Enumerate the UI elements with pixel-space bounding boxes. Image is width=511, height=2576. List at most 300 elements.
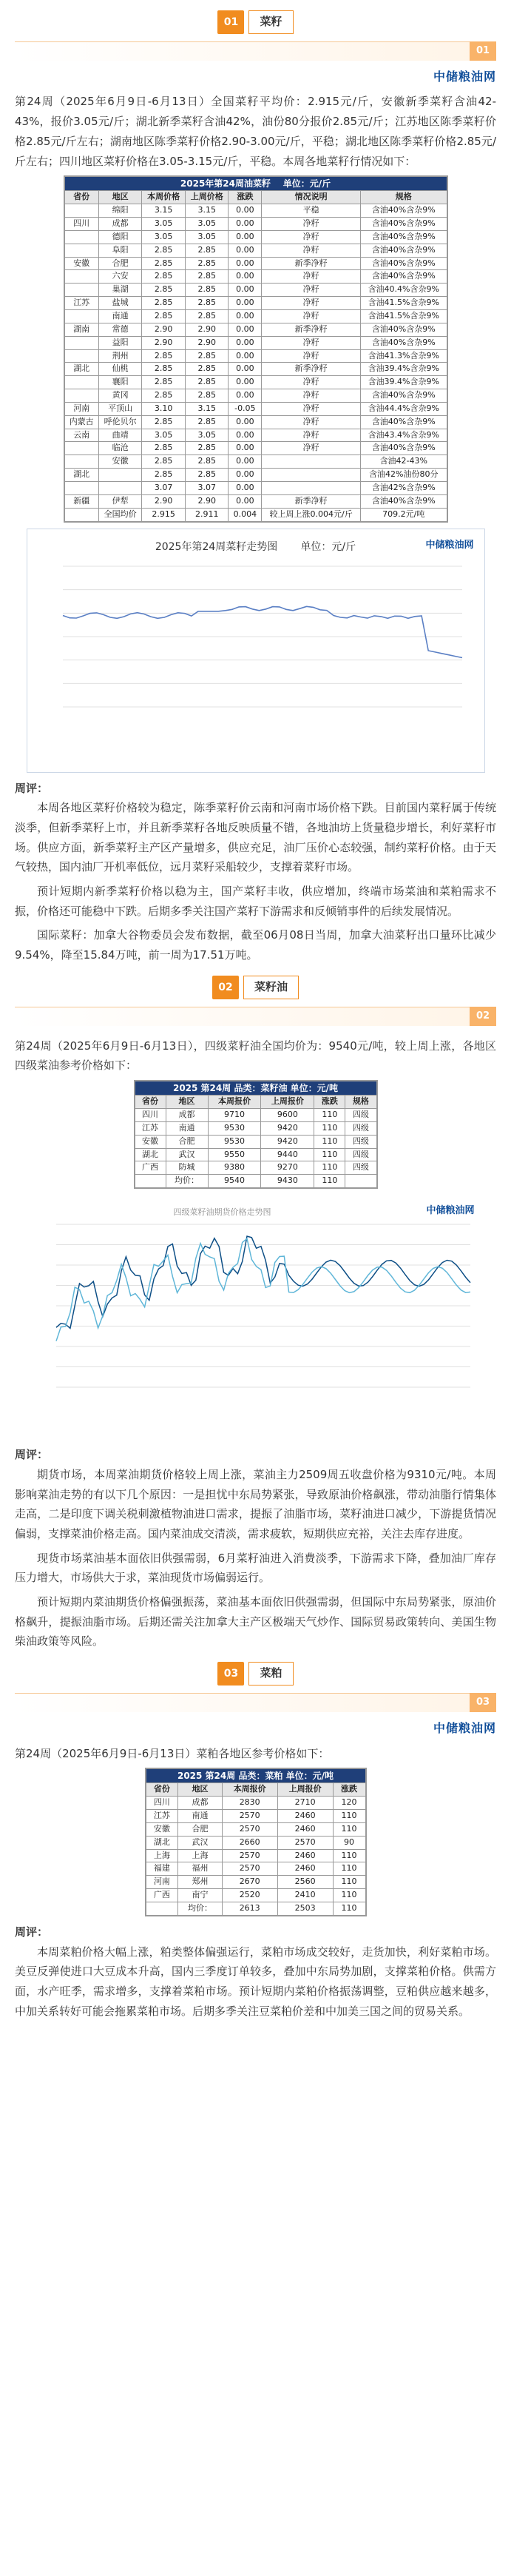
table-cell: 含油43.4%含杂9% bbox=[361, 429, 447, 442]
table-cell: 2.85 bbox=[142, 415, 186, 429]
table-cell: 安徽 bbox=[135, 1135, 166, 1148]
table-cell: 成都 bbox=[178, 1797, 222, 1810]
rapeseed-intro: 第24周（2025年6月9日-6月13日）全国菜籽平均价：2.915元/斤，安徽新季菜籽含油42-43%，报价3.05元/斤；湖北新季菜籽含油42%，油份80分报价2.85元/斤；江苏地区陈季菜籽价格2.85元/斤左右；湖南地区陈季菜籽价格2.90-3.00元/斤，平稳；湖北地区陈季菜籽价格2.85元/斤左右；四川地区菜籽价格在3.05-3.15元/斤，平稳。本周各地菜籽行情况如下： bbox=[15, 95, 496, 168]
table-cell bbox=[98, 481, 142, 494]
table-cell: 全国均价 bbox=[98, 508, 142, 521]
table-cell: 含油42%含杂9% bbox=[361, 481, 447, 494]
table-cell: 含油40%含杂9% bbox=[361, 442, 447, 455]
table-cell: 2.85 bbox=[185, 415, 229, 429]
table-cell bbox=[64, 310, 98, 323]
table-cell: 2.90 bbox=[185, 323, 229, 336]
table-cell: 2410 bbox=[277, 1889, 333, 1902]
table-cell: 0.00 bbox=[229, 297, 262, 310]
section-title: 菜粕 bbox=[248, 1662, 293, 1686]
table-row bbox=[64, 336, 447, 349]
table-cell: 武汉 bbox=[178, 1836, 222, 1849]
table-header-cell: 本周价格 bbox=[142, 191, 186, 204]
table-cell: 2520 bbox=[222, 1889, 277, 1902]
table-cell: 六安 bbox=[98, 270, 142, 284]
table-cell: 四级 bbox=[345, 1148, 376, 1161]
table-cell bbox=[64, 244, 98, 257]
table-cell: 均价： bbox=[178, 1902, 222, 1915]
table-cell: 9440 bbox=[261, 1148, 314, 1161]
table-header-cell: 地区 bbox=[166, 1096, 208, 1109]
table-cell: 0.00 bbox=[229, 442, 262, 455]
table-row bbox=[64, 270, 447, 284]
table-cell: 江苏 bbox=[64, 297, 98, 310]
table-row bbox=[64, 349, 447, 363]
table-row bbox=[135, 1135, 376, 1148]
table-cell: 0.00 bbox=[229, 270, 262, 284]
table-cell: 9710 bbox=[208, 1109, 261, 1122]
table-cell: 成都 bbox=[98, 218, 142, 231]
table-row bbox=[146, 1836, 365, 1849]
table-cell: 福州 bbox=[178, 1862, 222, 1876]
table-cell: 四级 bbox=[345, 1109, 376, 1122]
table-cell: 120 bbox=[333, 1797, 365, 1810]
table-cell: 0.00 bbox=[229, 204, 262, 218]
section-number: 02 bbox=[212, 976, 239, 999]
table-cell: 新季净籽 bbox=[262, 363, 361, 376]
table-cell bbox=[64, 455, 98, 469]
table-cell: 新季净籽 bbox=[262, 257, 361, 270]
brand-name: 中储粮油网 bbox=[433, 1721, 496, 1736]
section-divider bbox=[15, 41, 496, 61]
brand-name: 中储粮油网 bbox=[433, 70, 496, 84]
table-cell: 3.05 bbox=[142, 218, 186, 231]
table-cell: 3.05 bbox=[185, 218, 229, 231]
table-cell: 2.85 bbox=[185, 244, 229, 257]
table-row bbox=[64, 230, 447, 244]
table-cell: 0.00 bbox=[229, 336, 262, 349]
table-cell: 2570 bbox=[222, 1849, 277, 1862]
table-cell bbox=[98, 469, 142, 482]
rapeseed-comment-2: 预计短期内新季菜籽价格以稳为主，国产菜籽丰收，供应增加，终端市场菜油和菜粕需求不振，价格还可能稳中下跌。后期多季关注国产菜籽下游需求和反倾销事件的后续发展情况。 bbox=[15, 884, 496, 918]
table-cell: 河南 bbox=[146, 1876, 178, 1889]
table-cell: 110 bbox=[333, 1849, 365, 1862]
table-cell: 四级 bbox=[345, 1121, 376, 1135]
table-cell: 净籽 bbox=[262, 297, 361, 310]
table-cell: 2.85 bbox=[185, 469, 229, 482]
table-cell: 阜阳 bbox=[98, 244, 142, 257]
table-cell: 新季净籽 bbox=[262, 323, 361, 336]
table-cell: 3.07 bbox=[185, 481, 229, 494]
table-cell: 2.90 bbox=[142, 323, 186, 336]
table-header-cell: 上周报价 bbox=[277, 1783, 333, 1797]
oil-comment-1: 期货市场，本周菜油期货价格较上周上涨，菜油主力2509周五收盘价格为9310元/吨。本周影响菜油走势的有以下几个原因：一是担忧中东局势紧张，导致原油价格飙涨，带动油脂行情集体走高，二是印度下调关税刺激植物油进口需求，提振了油脂市场，菜籽油进口减少，下游提货情况偏弱，支撑菜油价格走高。国内菜油成交清淡，需求疲软，短期供应充裕，关注去库存进度。 bbox=[15, 1467, 496, 1540]
table-cell bbox=[135, 1175, 166, 1188]
futures-series-dark bbox=[56, 1236, 470, 1328]
rapeseed-comment-1: 本周各地区菜籽价格较为稳定，陈季菜籽价云南和河南市场价格下跌。目前国内菜籽属于传统淡季，但新季菜籽上市，并且新季菜籽各地反映质量不错，各地油坊上货量稳步增长，利好菜籽市场。供应方面，新季菜籽主产区产量增多，供应充足，油厂压价心态较强，制约菜籽价格。由于天气较热，国内油厂开机率低位，远月菜籽采船较少，支撑着菜籽市场。 bbox=[15, 801, 496, 874]
table-cell: 3.05 bbox=[185, 230, 229, 244]
table-cell: 2.85 bbox=[142, 257, 186, 270]
table-cell bbox=[64, 284, 98, 297]
table-cell: 呼伦贝尔 bbox=[98, 415, 142, 429]
table-row bbox=[64, 244, 447, 257]
table-cell: 安徽 bbox=[64, 257, 98, 270]
table-cell: 上海 bbox=[178, 1849, 222, 1862]
table-cell: 2570 bbox=[222, 1810, 277, 1823]
table-cell: 襄阳 bbox=[98, 376, 142, 389]
table-cell: 0.00 bbox=[229, 244, 262, 257]
table-cell: 9420 bbox=[261, 1135, 314, 1148]
table-cell: 含油40%含杂9% bbox=[361, 336, 447, 349]
table-row bbox=[64, 415, 447, 429]
table-cell: 含油40%含杂9% bbox=[361, 218, 447, 231]
table-cell: -0.05 bbox=[229, 402, 262, 415]
table-cell: 新疆 bbox=[64, 494, 98, 508]
section-divider bbox=[15, 1007, 496, 1026]
table-cell: 净籽 bbox=[262, 230, 361, 244]
table-cell: 0.00 bbox=[229, 415, 262, 429]
table-row bbox=[146, 1810, 365, 1823]
table-row bbox=[64, 323, 447, 336]
table-cell: 净籽 bbox=[262, 244, 361, 257]
table-cell: 黄冈 bbox=[98, 389, 142, 403]
table-row bbox=[64, 363, 447, 376]
table-row bbox=[146, 1797, 365, 1810]
table-cell bbox=[64, 230, 98, 244]
table-cell: 平顶山 bbox=[98, 402, 142, 415]
table-cell: 仙桃 bbox=[98, 363, 142, 376]
table-cell: 3.07 bbox=[142, 481, 186, 494]
table-cell bbox=[64, 442, 98, 455]
table-cell: 净籽 bbox=[262, 349, 361, 363]
table-row bbox=[64, 257, 447, 270]
table-cell: 110 bbox=[333, 1810, 365, 1823]
table-cell: 净籽 bbox=[262, 442, 361, 455]
meal-comment-1: 本周菜粕价格大幅上涨，粕类整体偏强运行，菜粕市场成交较好，走货加快，利好菜粕市场。美豆反弹使进口大豆成本升高，国内三季度订单较多，叠加中东局势加剧，支撑菜粕价格。供需方面，水产旺季，需求增多，支撑着菜粕市场。预计短期内菜粕价格振荡调整，豆粕供应越来越多，中加关系转好可能会拖累菜粕市场。后期多季关注豆菜粕价差和中加美三国之间的贸易关系。 bbox=[15, 1945, 496, 2018]
table-cell: 2.85 bbox=[185, 442, 229, 455]
table-cell: 广西 bbox=[135, 1161, 166, 1175]
table-cell: 0.00 bbox=[229, 218, 262, 231]
table-cell: 90 bbox=[333, 1836, 365, 1849]
table-cell: 2.85 bbox=[185, 270, 229, 284]
table-cell: 0.00 bbox=[229, 323, 262, 336]
table-row bbox=[146, 1876, 365, 1889]
table-row bbox=[64, 402, 447, 415]
table-row bbox=[146, 1889, 365, 1902]
table-cell: 含油41.5%含杂9% bbox=[361, 310, 447, 323]
table-cell: 3.05 bbox=[142, 230, 186, 244]
table-cell: 含油40%含杂9% bbox=[361, 204, 447, 218]
table-cell: 110 bbox=[314, 1148, 345, 1161]
table-header-cell: 上周报价 bbox=[261, 1096, 314, 1109]
table-cell: 上海 bbox=[146, 1849, 178, 1862]
table-cell: 2460 bbox=[277, 1849, 333, 1862]
table-cell: 安徽 bbox=[98, 455, 142, 469]
comment-label: 周评： bbox=[15, 781, 49, 795]
table-cell: 9380 bbox=[208, 1161, 261, 1175]
table-cell: 武汉 bbox=[166, 1148, 208, 1161]
table-header-row bbox=[64, 191, 447, 204]
table-cell: 内蒙古 bbox=[64, 415, 98, 429]
table-cell: 2.85 bbox=[142, 376, 186, 389]
table-cell: 2.85 bbox=[142, 284, 186, 297]
table-cell: 均价： bbox=[166, 1175, 208, 1188]
table-cell: 9540 bbox=[208, 1175, 261, 1188]
table-header-cell: 规格 bbox=[345, 1096, 376, 1109]
table-cell: 四级 bbox=[345, 1135, 376, 1148]
table-cell bbox=[64, 349, 98, 363]
section-number: 01 bbox=[217, 10, 244, 34]
table-cell: 0.00 bbox=[229, 349, 262, 363]
table-cell: 四川 bbox=[135, 1109, 166, 1122]
table-cell: 平稳 bbox=[262, 204, 361, 218]
table-cell: 曲靖 bbox=[98, 429, 142, 442]
table-cell: 0.00 bbox=[229, 284, 262, 297]
table-row bbox=[64, 284, 447, 297]
table-cell: 2.90 bbox=[142, 336, 186, 349]
table-cell: 0.00 bbox=[229, 389, 262, 403]
table-row bbox=[146, 1902, 365, 1915]
table-cell: 临沧 bbox=[98, 442, 142, 455]
table-row bbox=[135, 1109, 376, 1122]
chart-title bbox=[27, 538, 484, 557]
table-row bbox=[64, 310, 447, 323]
section-title: 菜籽 bbox=[248, 10, 293, 34]
table-cell: 云南 bbox=[64, 429, 98, 442]
table-cell: 2.85 bbox=[185, 363, 229, 376]
table-cell: 2.85 bbox=[142, 455, 186, 469]
table-cell: 南通 bbox=[166, 1121, 208, 1135]
section-number: 03 bbox=[217, 1662, 244, 1686]
table-cell: 2460 bbox=[277, 1862, 333, 1876]
table-row bbox=[64, 376, 447, 389]
table-cell bbox=[262, 481, 361, 494]
table-header-cell: 地区 bbox=[178, 1783, 222, 1797]
section-header-rapeseed-oil bbox=[15, 976, 496, 999]
table-cell: 3.15 bbox=[142, 204, 186, 218]
table-cell: 含油40%含杂9% bbox=[361, 389, 447, 403]
table-row bbox=[64, 494, 447, 508]
table-header-cell: 省份 bbox=[135, 1096, 166, 1109]
table-cell: 合肥 bbox=[178, 1822, 222, 1836]
table-cell: 四级 bbox=[345, 1161, 376, 1175]
table-row bbox=[64, 429, 447, 442]
table-cell: 新季净籽 bbox=[262, 494, 361, 508]
table-cell bbox=[262, 469, 361, 482]
table-cell: 9550 bbox=[208, 1148, 261, 1161]
table-cell: 9600 bbox=[261, 1109, 314, 1122]
table-cell: 四川 bbox=[146, 1797, 178, 1810]
table-cell: 绵阳 bbox=[98, 204, 142, 218]
table-cell: 福建 bbox=[146, 1862, 178, 1876]
table-cell: 3.05 bbox=[142, 429, 186, 442]
table-cell: 2.85 bbox=[142, 349, 186, 363]
table-row bbox=[64, 204, 447, 218]
table-cell: 2460 bbox=[277, 1822, 333, 1836]
table-cell: 2570 bbox=[222, 1822, 277, 1836]
rapeseed-meal-price-table bbox=[145, 1768, 367, 1916]
table-cell: 2660 bbox=[222, 1836, 277, 1849]
table-cell: 0.00 bbox=[229, 481, 262, 494]
table-cell: 2710 bbox=[277, 1797, 333, 1810]
table-cell: 含油39.4%含杂9% bbox=[361, 376, 447, 389]
table-cell: 常德 bbox=[98, 323, 142, 336]
table-cell: 2830 bbox=[222, 1797, 277, 1810]
table-cell: 含油40%含杂9% bbox=[361, 230, 447, 244]
table-cell: 2.85 bbox=[142, 244, 186, 257]
table-header-cell: 规格 bbox=[361, 191, 447, 204]
table-cell: 2570 bbox=[277, 1836, 333, 1849]
table-row bbox=[135, 1121, 376, 1135]
rapeseed-trend-chart bbox=[27, 529, 485, 773]
rapeseed-oil-price-table bbox=[134, 1080, 378, 1189]
table-cell bbox=[64, 481, 98, 494]
section-title: 菜籽油 bbox=[243, 976, 299, 999]
table-cell: 110 bbox=[333, 1889, 365, 1902]
chart-logo: 中储粮油网 bbox=[426, 1205, 475, 1217]
table-header-cell: 本周报价 bbox=[222, 1783, 277, 1797]
table-cell: 0.00 bbox=[229, 363, 262, 376]
table-cell: 江苏 bbox=[135, 1121, 166, 1135]
table-cell bbox=[146, 1902, 178, 1915]
table-cell: 净籽 bbox=[262, 284, 361, 297]
comment-label: 周评： bbox=[15, 1925, 49, 1939]
table-row bbox=[64, 469, 447, 482]
table-cell bbox=[64, 270, 98, 284]
table-cell: 0.00 bbox=[229, 429, 262, 442]
table-cell: 盐城 bbox=[98, 297, 142, 310]
table-cell: 四川 bbox=[64, 218, 98, 231]
table-cell: 2.90 bbox=[185, 494, 229, 508]
table-cell: 0.00 bbox=[229, 257, 262, 270]
table-cell: 0.004 bbox=[229, 508, 262, 521]
table-cell: 0.00 bbox=[229, 469, 262, 482]
table-cell: 2.90 bbox=[142, 494, 186, 508]
table-cell: 2.85 bbox=[142, 363, 186, 376]
table-cell: 江苏 bbox=[146, 1810, 178, 1823]
table-cell: 0.00 bbox=[229, 494, 262, 508]
table-title: 2025 第24周 品类：菜籽油 单位：元/吨 bbox=[135, 1081, 376, 1096]
table-cell: 2.85 bbox=[142, 389, 186, 403]
table-header-row bbox=[135, 1096, 376, 1109]
table-row bbox=[64, 455, 447, 469]
table-row bbox=[64, 297, 447, 310]
table-cell: 2.85 bbox=[142, 442, 186, 455]
table-cell: 2.85 bbox=[142, 270, 186, 284]
rapeseed-oil-futures-chart bbox=[27, 1195, 485, 1439]
table-cell: 110 bbox=[333, 1862, 365, 1876]
table-title bbox=[64, 177, 447, 191]
oil-comment-3: 预计短期内菜油期货价格偏强振荡，菜油基本面依旧供强需弱，但国际中东局势紧张，原油价格飙升，提振油脂市场。后期还需关注加拿大主产区极端天气炒作、国际贸易政策转向、美国生物柴油政策等风险。 bbox=[15, 1594, 496, 1648]
rapeseed-line-chart bbox=[27, 529, 484, 772]
table-cell: 湖北 bbox=[135, 1148, 166, 1161]
table-header-cell: 上周价格 bbox=[185, 191, 229, 204]
chart-title: 四级菜籽油期货价格走势图 bbox=[173, 1207, 271, 1218]
table-cell bbox=[345, 1175, 376, 1188]
table-cell: 2.85 bbox=[185, 389, 229, 403]
table-cell: 110 bbox=[314, 1109, 345, 1122]
table-header-cell: 涨跌 bbox=[333, 1783, 365, 1797]
rapeseed-price-line bbox=[63, 606, 462, 657]
table-row bbox=[64, 389, 447, 403]
table-cell: 广西 bbox=[146, 1889, 178, 1902]
table-cell: 9270 bbox=[261, 1161, 314, 1175]
table-cell: 南通 bbox=[178, 1810, 222, 1823]
table-cell: 含油40%含杂9% bbox=[361, 494, 447, 508]
table-cell: 巢湖 bbox=[98, 284, 142, 297]
table-cell: 荆州 bbox=[98, 349, 142, 363]
table-cell bbox=[64, 389, 98, 403]
table-cell: 含油40.4%含杂9% bbox=[361, 284, 447, 297]
table-cell: 南通 bbox=[98, 310, 142, 323]
table-cell bbox=[64, 508, 98, 521]
table-title-text: 2025年第24周油菜籽 bbox=[180, 178, 271, 189]
table-cell bbox=[64, 376, 98, 389]
table-row bbox=[64, 508, 447, 521]
table-cell: 含油40%含杂9% bbox=[361, 244, 447, 257]
table-cell: 3.15 bbox=[185, 402, 229, 415]
table-row bbox=[135, 1161, 376, 1175]
table-cell: 3.05 bbox=[185, 429, 229, 442]
table-cell: 净籽 bbox=[262, 376, 361, 389]
table-cell: 110 bbox=[314, 1135, 345, 1148]
table-header-row bbox=[146, 1783, 365, 1797]
table-row bbox=[146, 1849, 365, 1862]
table-cell: 净籽 bbox=[262, 310, 361, 323]
table-cell: 2670 bbox=[222, 1876, 277, 1889]
chart-logo: 中储粮油网 bbox=[425, 539, 474, 551]
table-cell: 2503 bbox=[277, 1902, 333, 1915]
table-row bbox=[64, 481, 447, 494]
table-cell: 德阳 bbox=[98, 230, 142, 244]
table-cell bbox=[262, 455, 361, 469]
table-cell: 净籽 bbox=[262, 415, 361, 429]
table-cell: 2.911 bbox=[185, 508, 229, 521]
table-cell: 2.85 bbox=[185, 297, 229, 310]
table-header-cell: 本周报价 bbox=[208, 1096, 261, 1109]
table-cell: 2613 bbox=[222, 1902, 277, 1915]
table-cell: 郑州 bbox=[178, 1876, 222, 1889]
table-cell: 2.85 bbox=[142, 297, 186, 310]
table-cell: 净籽 bbox=[262, 402, 361, 415]
table-cell: 安徽 bbox=[146, 1822, 178, 1836]
rapeseed-oil-intro: 第24周（2025年6月9日-6月13日），四级菜籽油全国均价为：9540元/吨，较上周上涨，各地区四级菜油参考价格如下： bbox=[15, 1039, 496, 1073]
table-cell: 2.85 bbox=[185, 349, 229, 363]
table-cell: 2.85 bbox=[185, 257, 229, 270]
table-cell: 2.85 bbox=[185, 455, 229, 469]
table-cell: 益阳 bbox=[98, 336, 142, 349]
table-cell: 0.00 bbox=[229, 230, 262, 244]
table-row bbox=[146, 1862, 365, 1876]
table-cell: 含油39.4%含杂9% bbox=[361, 363, 447, 376]
table-cell: 9530 bbox=[208, 1135, 261, 1148]
table-row bbox=[135, 1148, 376, 1161]
table-title: 2025 第24周 品类：菜粕 单位：元/吨 bbox=[146, 1769, 365, 1783]
table-header-cell: 地区 bbox=[98, 191, 142, 204]
section-divider-number: 01 bbox=[470, 41, 496, 61]
table-cell: 防城 bbox=[166, 1161, 208, 1175]
section-divider-number: 02 bbox=[470, 1007, 496, 1026]
oil-comment-2: 现货市场菜油基本面依旧供强需弱，6月菜籽油进入消费淡季，下游需求下降，叠加油厂库存压力增大，市场供大于求，菜油现货市场偏弱运行。 bbox=[15, 1551, 496, 1585]
table-cell: 2570 bbox=[222, 1862, 277, 1876]
table-cell: 2.85 bbox=[142, 469, 186, 482]
article bbox=[0, 10, 511, 2576]
table-cell: 2.85 bbox=[185, 310, 229, 323]
table-cell: 净籽 bbox=[262, 389, 361, 403]
comment-label: 周评： bbox=[15, 1448, 49, 1462]
table-cell bbox=[64, 204, 98, 218]
table-cell: 110 bbox=[333, 1876, 365, 1889]
table-row bbox=[64, 218, 447, 231]
rapeseed-comment-3: 国际菜籽：加拿大谷物委员会发布数据，截至06月08日当周，加拿大油菜籽出口量环比减少9.54%，降至15.84万吨，前一周为17.51万吨。 bbox=[15, 928, 496, 962]
table-header-cell: 涨跌 bbox=[229, 191, 262, 204]
table-cell: 2.85 bbox=[185, 376, 229, 389]
table-cell: 含油42%油份80分 bbox=[361, 469, 447, 482]
table-cell: 110 bbox=[314, 1121, 345, 1135]
